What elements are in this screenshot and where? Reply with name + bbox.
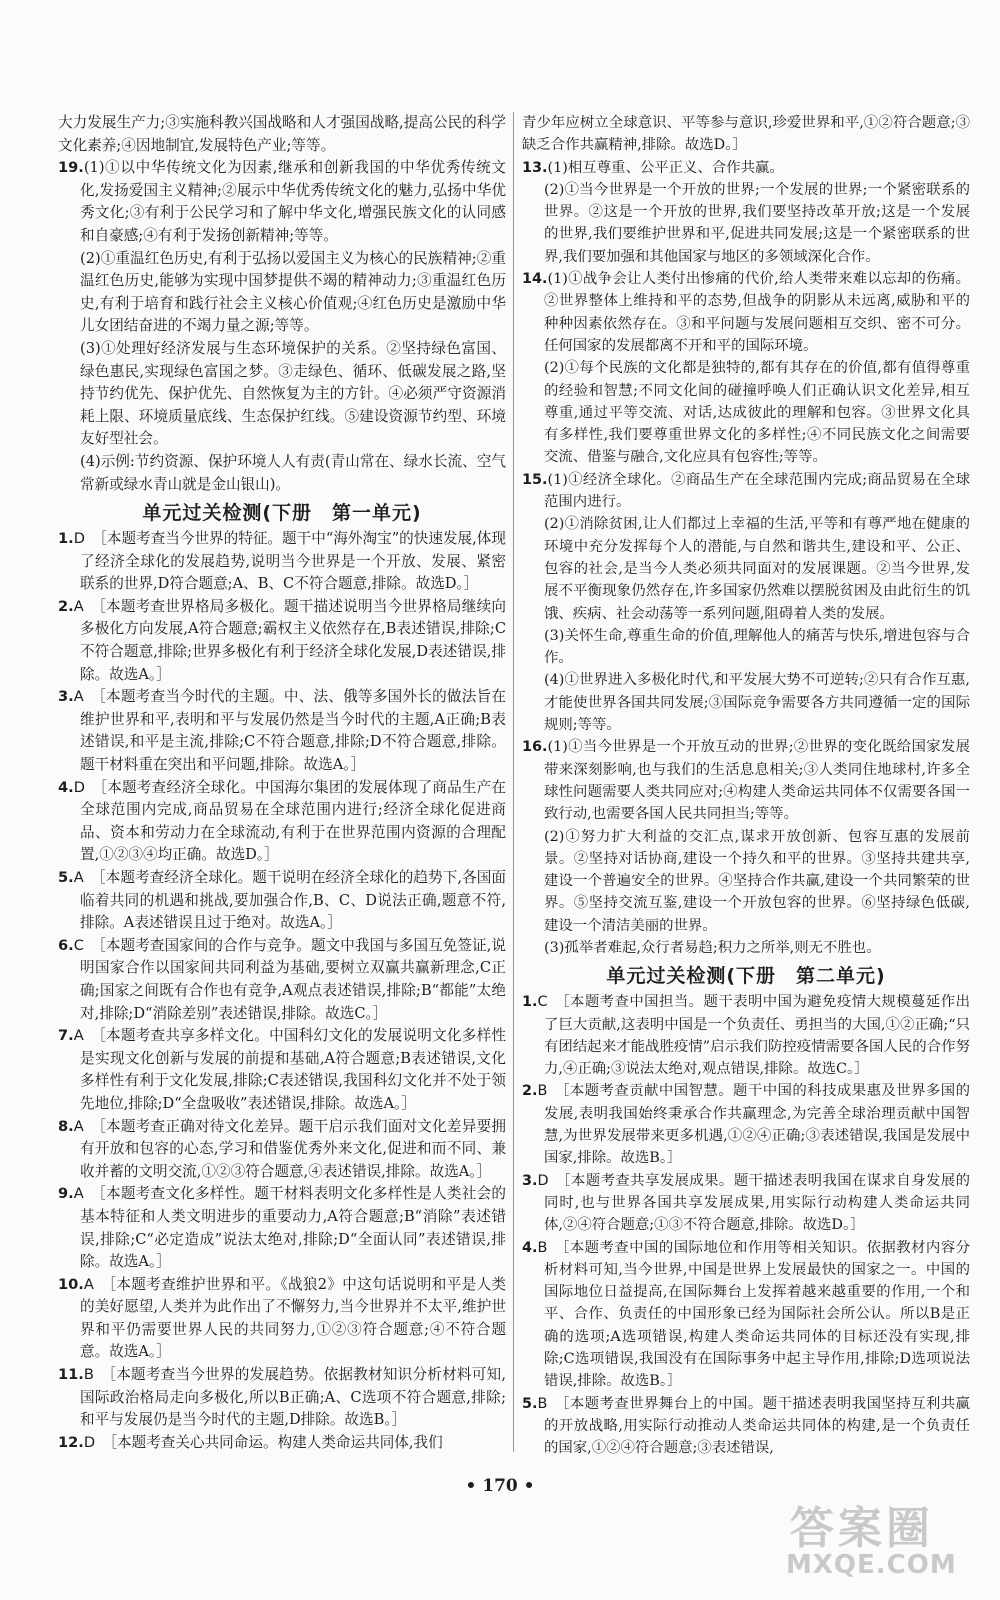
answer-item bbox=[522, 1237, 970, 1393]
item-number: 15. bbox=[522, 471, 548, 488]
item-text: ［本题考查共享多样文化。中国科幻文化的发展说明文化多样性是实现文化创新与发展的前提和基础,A符合题意;B表述错误,文化多样性有利于文化发展,排除;C表述错误,我国科幻文化并不处于领先地位,排除;D“全盘吸收”表述错误,排除。故选A。］ bbox=[80, 1027, 506, 1112]
watermark-text: 答案圈 bbox=[790, 1503, 934, 1554]
item-text: ［本题考查中国担当。题干表明中国为避免疫情大规模蔓延作出了巨大贡献,这表明中国是一个负责任、勇担当的大国,①②正确;“只有团结起来才能战胜疫情”启示我们防控疫情需要各国人民的合作努力,④正确;③说法太绝对,观点错误,排除。故选C。］ bbox=[544, 994, 970, 1078]
item-text: ［本题考查世界格局多极化。题干描述说明当今世界格局继续向多极化方向发展,A符合题意;霸权主义依然存在,B表述错误,排除;C不符合题意,排除;世界多极化有利于经济全球化发展,D表述错误,排除。故选A。］ bbox=[80, 597, 506, 683]
answer-subpart: (2)①当今世界是一个开放的世界;一个发展的世界;一个紧密联系的世界。②这是一个开放的世界,我们要坚持改革开放;这是一个发展的世界,我们要维护世界和平,促进共同发展;这是一个紧密联系的世界,我们要加强和其他国家与地区的多领域深化合作。 bbox=[544, 181, 970, 265]
answer-item bbox=[58, 867, 506, 935]
answer-letter: C bbox=[73, 936, 84, 954]
page-number: • 170 • bbox=[465, 1476, 535, 1496]
right-column bbox=[522, 112, 970, 1460]
item-number: 4. bbox=[58, 778, 74, 796]
answer-subpart: (4)示例:节约资源、保护环境人人有责(青山常在、绿水长流、空气常新或绿水青山就是金山银山)。 bbox=[80, 452, 506, 493]
answer-item bbox=[58, 1364, 506, 1432]
answer-subpart: (2)①努力扩大利益的交汇点,谋求开放创新、包容互惠的发展前景。②坚持对话协商,建设一个持久和平的世界。③坚持共建共享,建设一个普遍安全的世界。④坚持合作共赢,建设一个共同繁荣的世界。⑤坚持交流互鉴,建设一个开放包容的世界。⑥坚持绿色低碳,建设一个清洁美丽的世界。 bbox=[544, 828, 970, 934]
item-text: ［本题考查经济全球化。题干说明在经济全球化的趋势下,各国面临着共同的机遇和挑战,要加强合作,B、C、D说法正确,题意不符,排除。A表述错误且过于绝对。故选A。］ bbox=[80, 869, 506, 932]
section-heading: 单元过关检测(下册 第二单元) bbox=[606, 965, 886, 988]
answer-letter: C bbox=[537, 994, 548, 1011]
answer-letter: A bbox=[73, 869, 84, 886]
answer-item bbox=[58, 777, 506, 867]
answer-subpart: (2)①重温红色历史,有利于弘扬以爱国主义为核心的民族精神;②重温红色历史,能够为实现中国梦提供不竭的精神动力;③重温红色历史,有利于培育和践行社会主义核心价值观;④红色历史是激励中华儿女团结奋进的不竭力量之源;等等。 bbox=[80, 249, 506, 335]
item-text: ［本题考查贡献中国智慧。题干中国的科技成果惠及世界多国的发展,表明我国始终秉承合作共赢理念,为完善全球治理贡献中国智慧,为世界发展带来更多机遇,①②④正确;③表述错误,我国是发展中国家,排除。故选B。］ bbox=[544, 1083, 970, 1167]
answer-subpart: (2)①消除贫困,让人们都过上幸福的生活,平等和有尊严地在健康的环境中充分发挥每个人的潜能,与自然和谐共生,建设和平、公正、包容的社会,是当今人类必须共同面对的发展课题。②当今世界,发展不平衡现象仍然存在,许多国家仍然难以摆脱贫困及由此衍生的饥饿、疾病、社会动荡等一系列问题,阻碍着人类的发展。 bbox=[544, 516, 970, 622]
item-text: ［本题考查正确对待文化差异。题干启示我们面对文化差异要拥有开放和包容的心态,学习和借鉴优秀外来文化,促进和而不同、兼收并蓄的文明交流,①②③符合题意,④表述错误,排除。故选A。］ bbox=[80, 1117, 506, 1180]
answer-letter: D bbox=[537, 1172, 549, 1189]
item-text: (1)①战争会让人类付出惨痛的代价,给人类带来难以忘却的伤痛。②世界整体上维持和平的态势,但战争的阴影从未远离,威胁和平的种种因素依然存在。③和平问题与发展问题相互交织、密不可分。任何国家的发展都离不开和平的国际环境。 bbox=[544, 271, 970, 354]
answer-item bbox=[58, 1025, 506, 1115]
answer-item bbox=[522, 1393, 970, 1460]
item-number: 7. bbox=[58, 1027, 74, 1045]
item-text: ［本题考查关心共同命运。构建人类命运共同体,我们 bbox=[102, 1433, 443, 1451]
item-number: 5. bbox=[58, 869, 74, 886]
item-text: ［本题考查经济全球化。中国海尔集团的发展体现了商品生产在全球范围内完成,商品贸易在全球范围内进行;经济全球化促进商品、资本和劳动力在全球流动,有利于在世界范围内资源的合理配置,①②③④均正确。故选D。］ bbox=[80, 778, 506, 864]
answer-letter: B bbox=[537, 1395, 548, 1412]
answer-subpart: (4)①世界进入多极化时代,和平发展大势不可逆转;②只有合作互惠,才能使世界各国共同发展;③国际竞争需要各方共同遵循一定的国际规则;等等。 bbox=[544, 672, 970, 734]
item-text: (1)相互尊重、公平正义、合作共赢。 bbox=[547, 159, 784, 176]
answer-item bbox=[58, 1274, 506, 1364]
item-number: 2. bbox=[522, 1083, 538, 1100]
item-number: 3. bbox=[58, 688, 74, 706]
item-text: ［本题考查共享发展成果。题干描述表明我国在谋求自身发展的同时,也与世界各国共享发展成果,用实际行动构建人类命运共同体,②④符合题意;①③不符合题意,排除。故选D。］ bbox=[544, 1172, 970, 1234]
answer-subpart: (3)①处理好经济发展与生态环境保护的关系。②坚持绿色富国、绿色惠民,实现绿色富国之梦。③走绿色、循环、低碳发展之路,坚持节约优先、保护优先、自然恢复为主的方针。④必须严守资源消耗上限、环境质量底线、生态保护红线。⑤建设资源节约型、环境友好型社会。 bbox=[80, 339, 506, 448]
item-number: 8. bbox=[58, 1117, 74, 1135]
column-divider bbox=[513, 112, 514, 1452]
watermark-logo bbox=[780, 1492, 980, 1592]
section-heading: 单元过关检测(下册 第一单元) bbox=[142, 502, 422, 525]
left-column bbox=[58, 112, 506, 1454]
answer-item bbox=[58, 686, 506, 776]
item-text: ［本题考查中国的国际地位和作用等相关知识。依据教材内容分析材料可知,当今世界,中国是世界上发展最快的国家之一。中国的国际地位日益提高,在国际舞台上发挥着越来越重要的作用,一个和平、合作、负责任的中国形象已经为国际社会所公认。所以B是正确的选项;A选项错误,构建人类命运共同体的目标还没有实现,排除;C选项错误,我国没有在国际事务中起主导作用,排除;D选项说法错误,排除。故选B。］ bbox=[544, 1239, 970, 1390]
item-number: 14. bbox=[522, 271, 548, 288]
item-text: ［本题考查文化多样性。题干材料表明文化多样性是人类社会的基本特征和人类文明进步的重要动力,A符合题意;B“消除”表述错误,排除;C“必定造成”说法太绝对,排除;D“全面认同”表述错误,排除。故选A。］ bbox=[80, 1185, 506, 1271]
answer-subpart: (3)孤举者难起,众行者易趋;积力之所举,则无不胜也。 bbox=[544, 939, 881, 956]
answer-item bbox=[522, 991, 970, 1080]
answer-item bbox=[58, 596, 506, 686]
answer-item bbox=[58, 935, 506, 1025]
item-text: ［本题考查维护世界和平。《战狼2》中这句话说明和平是人类的美好愿望,人类并为此作出了不懈努力,当今世界并不太平,维护世界和平仍需要世界人民的共同努力,①②③符合题意;④不符合题意。故选A。］ bbox=[80, 1275, 506, 1361]
answer-item bbox=[522, 469, 970, 514]
item-number: 1. bbox=[522, 994, 538, 1011]
item-number: 11. bbox=[58, 1366, 84, 1384]
item-text: (1)①当今世界是一个开放互动的世界;②世界的变化既给国家发展带来深刻影响,也与我们的生活息息相关;③人类同住地球村,许多全球性问题需要人类共同应对;④构建人类命运共同体不仅需要各国一致行动,也需要各国人民共同担当;等等。 bbox=[544, 739, 970, 823]
answer-item bbox=[58, 528, 506, 596]
answer-letter: B bbox=[537, 1239, 548, 1256]
watermark-url: MXQE.COM bbox=[786, 1550, 957, 1580]
item-text: (1)①经济全球化。②商品生产在全球范围内完成;商品贸易在全球范围内进行。 bbox=[544, 471, 970, 511]
item-text: ［本题考查当今时代的主题。中、法、俄等多国外长的做法旨在维护世界和平,表明和平与发展仍然是当今时代的主题,A正确;B表述错误,和平是主流,排除;C不符合题意,排除;D不符合题意,排除。题干材料重在突出和平问题,排除。故选A。］ bbox=[80, 688, 506, 774]
item-number: 2. bbox=[58, 597, 74, 615]
answer-letter: A bbox=[73, 1117, 84, 1135]
answer-item bbox=[522, 1080, 970, 1169]
answer-subpart: (3)关怀生命,尊重生命的价值,理解他人的痛苦与快乐,增进包容与合作。 bbox=[544, 627, 970, 667]
answer-letter: D bbox=[73, 530, 85, 548]
item-number: 9. bbox=[58, 1185, 74, 1203]
answer-letter: B bbox=[537, 1083, 548, 1100]
answer-letter: A bbox=[73, 1185, 84, 1203]
answer-item bbox=[522, 157, 970, 179]
answer-item bbox=[58, 1183, 506, 1273]
answer-letter: B bbox=[83, 1366, 94, 1384]
item-text: ［本题考查当今世界的发展趋势。依据教材知识分析材料可知,国际政治格局走向多极化,所以B正确;A、C选项不符合题意,排除;和平与发展仍是当今时代的主题,D排除。故选B。］ bbox=[80, 1366, 506, 1429]
item-text: ［本题考查当今世界的特征。题干中“海外淘宝”的快速发展,体现了经济全球化的发展趋势,说明当今世界是一个开放、发展、紧密联系的世界,D符合题意;A、B、C不符合题意,排除。故选D。］ bbox=[80, 530, 506, 593]
item-number: 3. bbox=[522, 1172, 538, 1189]
answer-letter: D bbox=[73, 778, 85, 796]
answer-item bbox=[522, 268, 970, 357]
item-text: ［本题考查国家间的合作与竞争。题文中我国与多国互免签证,说明国家合作以国家间共同利益为基础,要树立双赢共赢新理念,C正确;国家之间既有合作也有竞争,A观点表述错误,排除;B“都能”太绝对,排除;D“消除差别”表述错误,排除。故选C。］ bbox=[80, 936, 506, 1022]
answer-letter: D bbox=[83, 1433, 96, 1451]
item-number: 12. bbox=[58, 1433, 84, 1451]
answer-item bbox=[58, 1116, 506, 1184]
answer-item bbox=[522, 736, 970, 825]
item-number: 4. bbox=[522, 1239, 538, 1256]
answer-item bbox=[58, 1432, 506, 1455]
continued-text: 大力发展生产力;③实施科教兴国战略和人才强国战略,提高公民的科学文化素养;④因地制宜,发展特色产业;等等。 bbox=[58, 114, 506, 154]
answer-letter: A bbox=[73, 688, 84, 706]
answer-letter: A bbox=[73, 1027, 84, 1045]
answer-letter: A bbox=[73, 597, 84, 615]
item-text: ［本题考查世界舞台上的中国。题干描述表明我国坚持互利共赢的开放战略,用实际行动推动人类命运共同体的构建,是一个负责任的国家,①②④符合题意;③表述错误, bbox=[544, 1395, 970, 1457]
item-number: 13. bbox=[522, 159, 548, 176]
item-text: (1)①以中华传统文化为因素,继承和创新我国的中华优秀传统文化,发扬爱国主义精神;②展示中华优秀传统文化的魅力,弘扬中华优秀文化;③有利于公民学习和了解中华文化,增强民族文化的认同感和自豪感;④有利于发扬创新精神;等等。 bbox=[80, 159, 506, 244]
item-number: 16. bbox=[522, 739, 548, 756]
item-number: 1. bbox=[58, 530, 74, 548]
continued-text: 青少年应树立全球意识、平等参与意识,珍爱世界和平,①②符合题意;③缺乏合作共赢精神,排除。故选D。］ bbox=[522, 115, 970, 154]
item-number: 10. bbox=[58, 1275, 84, 1293]
answer-item bbox=[58, 157, 506, 247]
answer-subpart: (2)①每个民族的文化都是独特的,都有其存在的价值,都有值得尊重的经验和智慧;不同文化间的碰撞呼唤人们正确认识文化差异,相互尊重,通过平等交流、对话,达成彼此的理解和包容。③世界文化具有多样性,我们要尊重世界文化的多样性;④不同民族文化之间需要交流、借鉴与融合,文化应具有包容性;等等。 bbox=[544, 360, 970, 466]
answer-letter: A bbox=[83, 1275, 94, 1293]
item-number: 5. bbox=[522, 1395, 538, 1412]
item-number: 6. bbox=[58, 936, 74, 954]
item-number: 19. bbox=[58, 159, 84, 177]
answer-item bbox=[522, 1170, 970, 1237]
